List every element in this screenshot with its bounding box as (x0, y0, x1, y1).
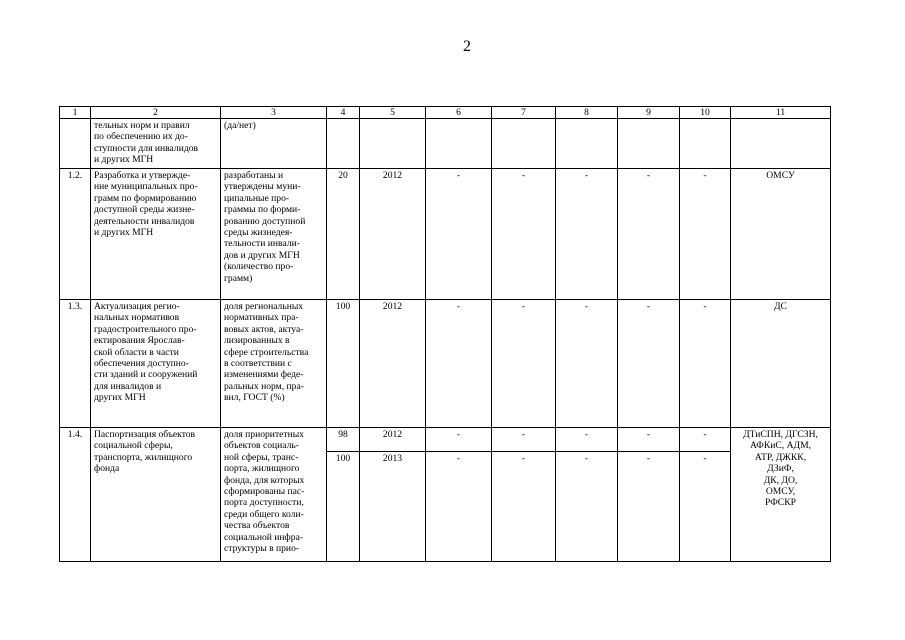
column-header: 11 (731, 107, 831, 119)
indicator-text: доля региональных нормативных пра- вовых актов, актуа- лизированных в сфере строительства в соответствии с изменениями феде- ральных норм, пра- вил, ГОСТ (%) (221, 300, 327, 428)
column-header: 9 (618, 107, 680, 119)
cell-col10: - (680, 428, 731, 452)
column-header: 6 (426, 107, 492, 119)
cell-col6: - (426, 428, 492, 452)
cell-col8 (556, 119, 618, 169)
year-value (360, 119, 426, 169)
year-value: 2012 (360, 428, 426, 452)
column-header: 3 (221, 107, 327, 119)
table-row (60, 428, 831, 452)
program-table (59, 106, 831, 562)
page-number: 2 (463, 38, 471, 55)
column-header: 4 (327, 107, 360, 119)
table-row (60, 119, 831, 169)
cell-col7: - (492, 452, 556, 562)
column-header: 1 (60, 107, 91, 119)
target-value: 100 (327, 300, 360, 428)
column-header: 2 (91, 107, 221, 119)
cell-col8: - (556, 169, 618, 300)
year-value: 2012 (360, 169, 426, 300)
table-row (60, 300, 831, 428)
year-value: 2013 (360, 452, 426, 562)
executor-cell (731, 119, 831, 169)
executor-cell: ДС (731, 300, 831, 428)
cell-col10: - (680, 300, 731, 428)
cell-col9: - (618, 428, 680, 452)
column-header: 5 (360, 107, 426, 119)
cell-col6: - (426, 169, 492, 300)
indicator-text: (да/нет) (221, 119, 327, 169)
row-number: 1.3. (60, 300, 91, 428)
cell-col9: - (618, 169, 680, 300)
cell-col9: - (618, 452, 680, 562)
measure-name: Паспортизация объектов социальной сферы, транспорта, жилищного фонда (91, 428, 221, 562)
cell-col8: - (556, 300, 618, 428)
table-row (60, 169, 831, 300)
cell-col7: - (492, 428, 556, 452)
cell-col7: - (492, 300, 556, 428)
cell-col7: - (492, 169, 556, 300)
cell-col9: - (618, 300, 680, 428)
cell-col10: - (680, 452, 731, 562)
target-value: 100 (327, 452, 360, 562)
measure-name: Актуализация регио- нальных нормативов градостроительного про- ектирования Ярослав- ской области в части обеспечения доступно- сти зданий и сооружений для инвалидов и других МГН (91, 300, 221, 428)
cell-col6: - (426, 300, 492, 428)
year-value: 2012 (360, 300, 426, 428)
row-number (60, 119, 91, 169)
target-value (327, 119, 360, 169)
measure-name: Разработка и утвержде- ние муниципальных про- грамм по формированию доступной среды жизне- деятельности инвалидов и других МГН (91, 169, 221, 300)
indicator-text: доля приоритетных объектов социаль- ной сферы, транс- порта, жилищного фонда, для которых сформированы пас- порта доступности, среди общего коли- чества объектов социальной инфра- структуры в прио- (221, 428, 327, 562)
cell-col6 (426, 119, 492, 169)
row-number: 1.4. (60, 428, 91, 562)
column-header: 10 (680, 107, 731, 119)
executor-cell: ОМСУ (731, 169, 831, 300)
column-header: 8 (556, 107, 618, 119)
indicator-text: разработаны и утверждены муни- ципальные про- граммы по форми- рованию доступной среды жизнедея- тельности инвали- дов и других МГН (количество про- грамм) (221, 169, 327, 300)
row-number: 1.2. (60, 169, 91, 300)
cell-col9 (618, 119, 680, 169)
cell-col7 (492, 119, 556, 169)
measure-name: тельных норм и правил по обеспечению их до- ступности для инвалидов и других МГН (91, 119, 221, 169)
cell-col6: - (426, 452, 492, 562)
cell-col10 (680, 119, 731, 169)
target-value: 20 (327, 169, 360, 300)
cell-col10: - (680, 169, 731, 300)
target-value: 98 (327, 428, 360, 452)
cell-col8: - (556, 428, 618, 452)
column-header: 7 (492, 107, 556, 119)
cell-col8: - (556, 452, 618, 562)
column-number-row (60, 107, 831, 119)
executor-cell: ДТиСПН, ДГСЗН, АФКиС, АДМ, АТР, ДЖКК, ДЗиФ, ДК, ДО, ОМСУ, РФСКР (731, 428, 831, 562)
